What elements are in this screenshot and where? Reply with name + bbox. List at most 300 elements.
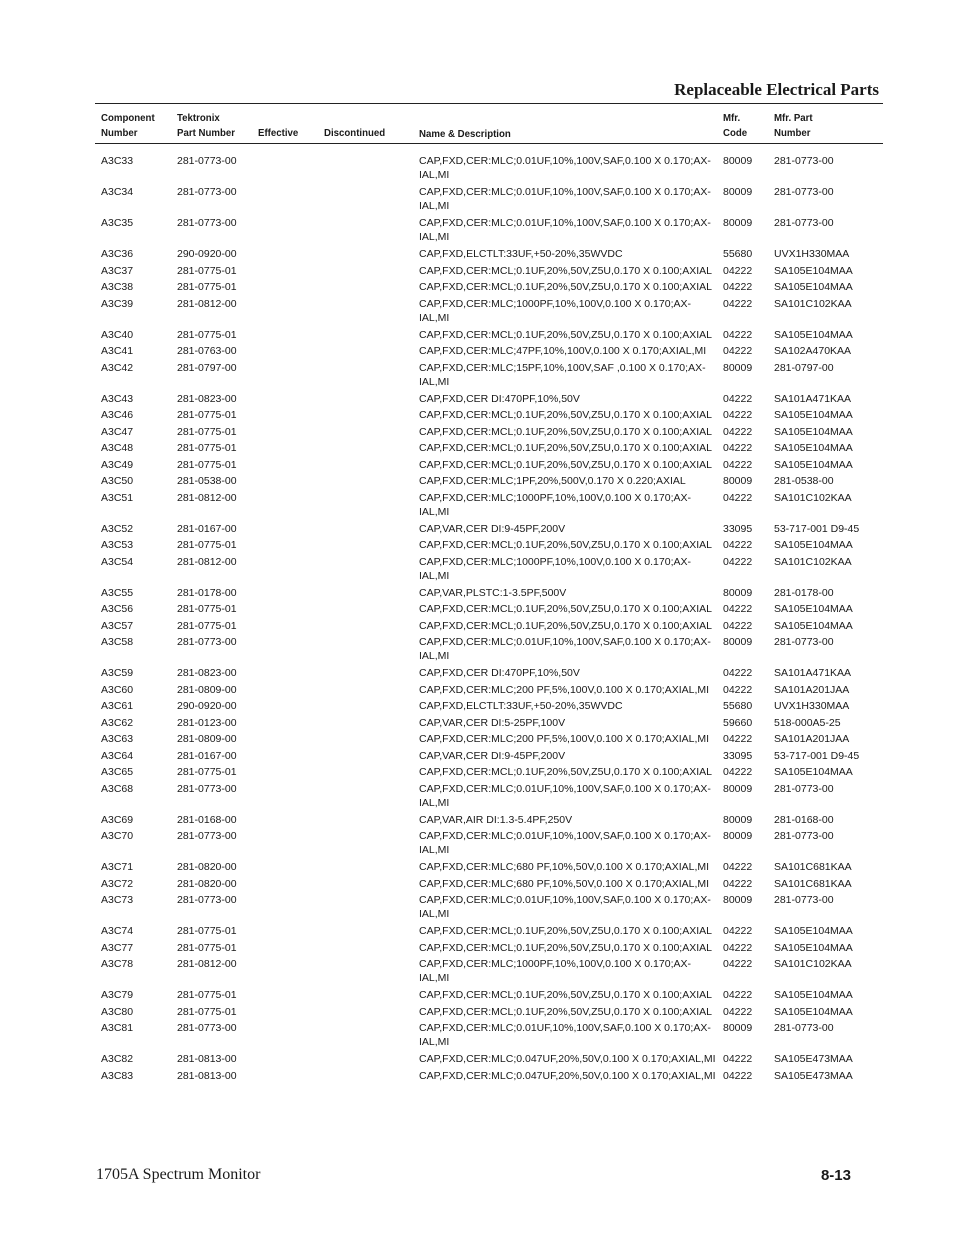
component-number-cell: A3C34 [101,186,134,198]
part-number-cell: 281-0809-00 [177,733,237,745]
component-number-cell: A3C69 [101,813,134,826]
discontinued-cell [324,408,419,425]
discontinued-cell [324,1052,419,1069]
table-row [95,813,883,830]
mfr-part-number-cell: SA105E104MAA [774,925,853,937]
table-row [95,765,883,782]
discontinued-cell [324,154,419,185]
description-cell [419,344,723,361]
discontinued-cell [324,185,419,216]
column-header-line: Mfr. Part [774,112,813,124]
discontinued-cell [324,458,419,475]
mfr-code-cell: 04222 [723,345,753,357]
mfr-code-cell: 80009 [723,186,753,198]
table-row [95,491,883,522]
part-number-cell: 281-0775-01 [177,766,237,778]
discontinued-cell [324,602,419,619]
table-row [95,941,883,958]
discontinued-cell [324,941,419,958]
component-number-cell: A3C50 [101,475,134,487]
description-line-1: CAP,FXD,CER:MLC;0.01UF,10%,100V,SAF,0.100 X 0.170;AX- [419,186,711,198]
description-cell [419,247,723,264]
description-line-1: CAP,FXD,CER:MLC;47PF,10%,100V,0.100 X 0.170;AXIAL,MI [419,345,707,357]
description-line-1: CAP,FXD,CER DI:470PF,10%,50V [419,667,580,679]
description-cell [419,458,723,475]
table-row [95,361,883,392]
mfr-part-number-cell: SA105E473MAA [774,1069,853,1082]
mfr-code-cell: 80009 [723,894,753,906]
component-number-cell: A3C74 [101,925,134,937]
description-line-1: CAP,VAR,CER DI:9-45PF,200V [419,522,566,535]
description-cell [419,765,723,782]
description-cell [419,619,723,636]
mfr-part-number-cell: 281-0773-00 [774,894,834,906]
description-cell [419,538,723,555]
effective-cell [258,732,324,749]
component-number-cell: A3C59 [101,667,134,679]
description-line-1: CAP,VAR,CER DI:5-25PF,100V [419,716,566,729]
description-line-2: IAL,MI [419,231,450,243]
effective-cell [258,474,324,491]
description-line-1: CAP,VAR,PLSTC:1-3.5PF,500V [419,586,567,599]
mfr-code-cell: 04222 [723,766,753,778]
column-header-component-number [101,111,155,141]
description-line-1: CAP,FXD,CER:MCL;0.1UF,20%,50V,Z5U,0.170 X 0.100;AXIAL [419,281,712,293]
description-cell [419,491,723,522]
table-row [95,458,883,475]
mfr-part-number-cell: SA105E104MAA [774,281,853,293]
mfr-part-number-cell: UVX1H330MAA [774,248,850,260]
table-row [95,216,883,247]
description-line-1: CAP,VAR,AIR DI:1.3-5.4PF,250V [419,813,573,826]
description-line-1: CAP,FXD,CER:MCL;0.1UF,20%,50V,Z5U,0.170 X 0.100;AXIAL [419,425,712,438]
part-number-cell: 281-0775-01 [177,409,237,421]
column-header-line: Mfr. [723,112,741,124]
part-number-cell: 281-0773-00 [177,186,237,198]
discontinued-cell [324,877,419,894]
part-number-cell: 281-0813-00 [177,1053,237,1065]
component-number-cell: A3C71 [101,861,134,873]
column-header-effective: Effective [258,127,299,139]
part-number-cell: 281-0775-01 [177,989,237,1001]
table-row [95,154,883,185]
description-cell [419,392,723,409]
mfr-code-cell: 59660 [723,716,753,729]
description-cell [419,602,723,619]
discontinued-cell [324,491,419,522]
mfr-code-cell: 04222 [723,409,753,421]
mfr-code-cell: 33095 [723,522,753,535]
description-cell [419,699,723,716]
component-number-cell: A3C40 [101,328,134,341]
effective-cell [258,666,324,683]
description-line-1: CAP,FXD,CER:MCL;0.1UF,20%,50V,Z5U,0.170 X 0.100;AXIAL [419,766,712,778]
component-number-cell: A3C35 [101,217,134,229]
mfr-code-cell: 04222 [723,458,753,471]
mfr-part-number-cell: 518-000A5-25 [774,716,841,729]
mfr-code-cell: 04222 [723,425,753,438]
effective-cell [258,1069,324,1086]
mfr-code-cell: 04222 [723,297,753,310]
description-line-1: CAP,FXD,CER:MLC;680 PF,10%,50V,0.100 X 0.170;AXIAL,MI [419,861,710,873]
discontinued-cell [324,699,419,716]
effective-cell [258,522,324,539]
mfr-part-number-cell: SA102A470KAA [774,345,852,357]
discontinued-cell [324,522,419,539]
discontinued-cell [324,216,419,247]
part-number-cell: 281-0538-00 [177,475,237,487]
description-cell [419,716,723,733]
effective-cell [258,344,324,361]
effective-cell [258,408,324,425]
description-cell [419,732,723,749]
discontinued-cell [324,297,419,328]
mfr-part-number-cell: SA105E104MAA [774,264,853,277]
component-number-cell: A3C80 [101,1005,134,1018]
component-number-cell: A3C46 [101,409,134,421]
mfr-code-cell: 04222 [723,861,753,873]
table-row [95,344,883,361]
effective-cell [258,635,324,666]
table-row [95,602,883,619]
part-number-cell: 281-0812-00 [177,555,237,568]
description-line-2: IAL,MI [419,650,450,662]
description-line-1: CAP,FXD,CER:MLC;0.047UF,20%,50V,0.100 X 0.170;AXIAL,MI [419,1069,716,1082]
mfr-code-cell: 04222 [723,989,753,1001]
description-line-1: CAP,FXD,CER:MCL;0.1UF,20%,50V,Z5U,0.170 X 0.100;AXIAL [419,458,712,471]
column-header-name-description: Name & Description [419,128,511,140]
mfr-code-cell: 04222 [723,1005,753,1018]
effective-cell [258,247,324,264]
effective-cell [258,555,324,586]
part-number-cell: 281-0820-00 [177,861,237,873]
effective-cell [258,619,324,636]
description-line-1: CAP,FXD,CER:MCL;0.1UF,20%,50V,Z5U,0.170 X 0.100;AXIAL [419,442,712,454]
part-number-cell: 281-0773-00 [177,217,237,229]
description-cell [419,408,723,425]
mfr-code-cell: 04222 [723,733,753,745]
mfr-part-number-cell: SA105E104MAA [774,766,853,778]
mfr-part-number-cell: 281-0797-00 [774,361,834,374]
part-number-cell: 281-0775-01 [177,264,237,277]
effective-cell [258,491,324,522]
mfr-part-number-cell: 281-0773-00 [774,636,834,648]
discontinued-cell [324,538,419,555]
discontinued-cell [324,813,419,830]
column-header-line: Number [774,127,811,139]
description-cell [419,441,723,458]
mfr-code-cell: 80009 [723,586,753,599]
effective-cell [258,1052,324,1069]
mfr-part-number-cell: 281-0773-00 [774,1022,834,1034]
part-number-cell: 281-0775-01 [177,619,237,632]
description-line-1: CAP,FXD,CER:MLC;0.047UF,20%,50V,0.100 X 0.170;AXIAL,MI [419,1053,716,1065]
description-cell [419,893,723,924]
description-line-1: CAP,FXD,CER:MCL;0.1UF,20%,50V,Z5U,0.170 X 0.100;AXIAL [419,264,712,277]
table-row [95,893,883,924]
discontinued-cell [324,1069,419,1086]
table-row [95,425,883,442]
description-line-1: CAP,FXD,CER:MCL;0.1UF,20%,50V,Z5U,0.170 X 0.100;AXIAL [419,989,712,1001]
part-number-cell: 281-0775-01 [177,442,237,454]
table-row [95,699,883,716]
effective-cell [258,957,324,988]
mfr-part-number-cell: 281-0773-00 [774,217,834,229]
component-number-cell: A3C63 [101,733,134,745]
mfr-code-cell: 80009 [723,361,753,374]
discontinued-cell [324,732,419,749]
description-cell [419,957,723,988]
component-number-cell: A3C48 [101,442,134,454]
component-number-cell: A3C73 [101,894,134,906]
description-line-1: CAP,FXD,CER:MLC;0.01UF,10%,100V,SAF,0.100 X 0.170;AX- [419,782,711,795]
description-line-1: CAP,FXD,CER:MCL;0.1UF,20%,50V,Z5U,0.170 X 0.100;AXIAL [419,328,712,341]
description-cell [419,635,723,666]
description-cell [419,666,723,683]
table-row [95,555,883,586]
discontinued-cell [324,586,419,603]
mfr-part-number-cell: UVX1H330MAA [774,700,850,712]
description-line-1: CAP,FXD,CER:MLC;0.01UF,10%,100V,SAF,0.100 X 0.170;AX- [419,1022,711,1034]
part-number-cell: 281-0775-01 [177,941,237,954]
discontinued-cell [324,635,419,666]
effective-cell [258,988,324,1005]
table-row [95,829,883,860]
effective-cell [258,361,324,392]
part-number-cell: 281-0773-00 [177,894,237,906]
table-row [95,474,883,491]
component-number-cell: A3C37 [101,264,134,277]
table-row [95,683,883,700]
description-cell [419,941,723,958]
effective-cell [258,813,324,830]
description-line-2: IAL,MI [419,311,450,324]
mfr-part-number-cell: 281-0168-00 [774,813,834,826]
description-cell [419,555,723,586]
description-cell [419,1069,723,1086]
component-number-cell: A3C39 [101,297,134,310]
mfr-code-cell: 04222 [723,619,753,632]
part-number-cell: 281-0773-00 [177,155,237,167]
mfr-code-cell: 04222 [723,442,753,454]
column-header-line: Number [101,127,138,139]
part-number-cell: 281-0775-01 [177,603,237,615]
effective-cell [258,749,324,766]
table-row [95,247,883,264]
table-row [95,860,883,877]
mfr-part-number-cell: SA101A471KAA [774,667,852,679]
description-cell [419,749,723,766]
part-number-cell: 281-0775-01 [177,328,237,341]
description-line-1: CAP,FXD,CER:MLC;15PF,10%,100V,SAF ,0.100 X 0.170;AX- [419,361,706,374]
description-line-1: CAP,FXD,CER:MLC;0.01UF,10%,100V,SAF,0.100 X 0.170;AX- [419,894,711,906]
component-number-cell: A3C53 [101,539,134,551]
mfr-part-number-cell: SA105E104MAA [774,1005,853,1018]
effective-cell [258,297,324,328]
part-number-cell: 281-0775-01 [177,1005,237,1018]
footer-page-number: 8-13 [820,1167,851,1184]
description-line-1: CAP,FXD,CER:MCL;0.1UF,20%,50V,Z5U,0.170 X 0.100;AXIAL [419,619,712,632]
effective-cell [258,860,324,877]
description-cell [419,860,723,877]
mfr-part-number-cell: 53-717-001 D9-45 [774,522,860,535]
table-row [95,619,883,636]
component-number-cell: A3C58 [101,636,134,648]
mfr-code-cell: 04222 [723,555,753,568]
description-line-1: CAP,FXD,CER:MLC;0.01UF,10%,100V,SAF,0.100 X 0.170;AX- [419,636,711,648]
table-row [95,408,883,425]
description-line-1: CAP,VAR,CER DI:9-45PF,200V [419,749,566,762]
component-number-cell: A3C51 [101,491,134,504]
mfr-part-number-cell: 281-0178-00 [774,586,834,599]
effective-cell [258,392,324,409]
effective-cell [258,441,324,458]
description-line-2: IAL,MI [419,200,450,212]
table-row [95,392,883,409]
effective-cell [258,683,324,700]
discontinued-cell [324,860,419,877]
effective-cell [258,765,324,782]
parts-table-body [95,154,883,1085]
mfr-code-cell: 04222 [723,1053,753,1065]
effective-cell [258,941,324,958]
column-header-mfr-code [723,111,747,141]
mfr-code-cell: 04222 [723,603,753,615]
description-line-1: CAP,FXD,CER:MLC;0.01UF,10%,100V,SAF,0.100 X 0.170;AX- [419,217,711,229]
discontinued-cell [324,749,419,766]
part-number-cell: 281-0167-00 [177,749,237,762]
column-header-mfr-part-number [774,111,813,141]
component-number-cell: A3C65 [101,766,134,778]
description-line-2: IAL,MI [419,972,450,984]
table-row [95,635,883,666]
part-number-cell: 281-0123-00 [177,716,237,729]
mfr-code-cell: 55680 [723,248,753,260]
component-number-cell: A3C64 [101,749,134,762]
mfr-code-cell: 04222 [723,392,753,405]
discontinued-cell [324,765,419,782]
mfr-part-number-cell: SA101C102KAA [774,297,852,310]
discontinued-cell [324,361,419,392]
description-cell [419,782,723,813]
mfr-code-cell: 80009 [723,813,753,826]
effective-cell [258,185,324,216]
description-cell [419,586,723,603]
table-row [95,522,883,539]
mfr-part-number-cell: SA105E104MAA [774,603,853,615]
part-number-cell: 290-0920-00 [177,700,237,712]
table-row [95,877,883,894]
part-number-cell: 281-0812-00 [177,958,237,970]
component-number-cell: A3C82 [101,1053,134,1065]
mfr-code-cell: 04222 [723,281,753,293]
part-number-cell: 281-0775-01 [177,425,237,438]
effective-cell [258,602,324,619]
component-number-cell: A3C81 [101,1022,134,1034]
section-title: Replaceable Electrical Parts [674,80,879,99]
description-line-1: CAP,FXD,CER:MCL;0.1UF,20%,50V,Z5U,0.170 X 0.100;AXIAL [419,539,712,551]
part-number-cell: 281-0820-00 [177,877,237,890]
component-number-cell: A3C77 [101,941,134,954]
mfr-part-number-cell: SA101C102KAA [774,958,852,970]
mfr-part-number-cell: 53-717-001 D9-45 [774,749,860,762]
part-number-cell: 281-0775-01 [177,925,237,937]
effective-cell [258,893,324,924]
column-header-line: Tektronix [177,112,220,124]
discontinued-cell [324,1021,419,1052]
discontinued-cell [324,474,419,491]
table-row [95,988,883,1005]
description-cell [419,988,723,1005]
component-number-cell: A3C68 [101,782,134,795]
effective-cell [258,538,324,555]
mfr-part-number-cell: SA105E473MAA [774,1053,853,1065]
part-number-cell: 281-0773-00 [177,782,237,795]
part-number-cell: 281-0823-00 [177,667,237,679]
table-row [95,441,883,458]
table-row [95,716,883,733]
component-number-cell: A3C43 [101,392,134,405]
discontinued-cell [324,392,419,409]
table-row [95,924,883,941]
discontinued-cell [324,924,419,941]
mfr-part-number-cell: SA105E104MAA [774,425,853,438]
description-line-1: CAP,FXD,CER:MCL;0.1UF,20%,50V,Z5U,0.170 X 0.100;AXIAL [419,603,712,615]
effective-cell [258,154,324,185]
description-cell [419,216,723,247]
table-row [95,1021,883,1052]
part-number-cell: 281-0812-00 [177,297,237,310]
part-number-cell: 281-0797-00 [177,361,237,374]
discontinued-cell [324,957,419,988]
mfr-part-number-cell: SA101C681KAA [774,861,852,873]
description-cell [419,522,723,539]
description-line-2: IAL,MI [419,569,450,582]
discontinued-cell [324,829,419,860]
mfr-code-cell: 33095 [723,749,753,762]
table-row [95,264,883,281]
effective-cell [258,924,324,941]
component-number-cell: A3C33 [101,155,134,167]
description-cell [419,185,723,216]
description-line-1: CAP,FXD,CER:MLC;680 PF,10%,50V,0.100 X 0.170;AXIAL,MI [419,877,710,890]
table-row [95,328,883,345]
description-line-2: IAL,MI [419,1036,450,1048]
effective-cell [258,328,324,345]
mfr-code-cell: 04222 [723,1069,753,1082]
mfr-code-cell: 55680 [723,700,753,712]
part-number-cell: 290-0920-00 [177,248,237,260]
part-number-cell: 281-0823-00 [177,392,237,405]
mfr-part-number-cell: SA105E104MAA [774,458,853,471]
effective-cell [258,829,324,860]
effective-cell [258,1021,324,1052]
mfr-part-number-cell: SA105E104MAA [774,409,853,421]
component-number-cell: A3C42 [101,361,134,374]
component-number-cell: A3C60 [101,683,134,696]
effective-cell [258,782,324,813]
description-cell [419,328,723,345]
mfr-code-cell: 04222 [723,491,753,504]
description-line-1: CAP,FXD,CER:MLC;1PF,20%,500V,0.170 X 0.220;AXIAL [419,475,686,487]
footer-product-name: 1705A Spectrum Monitor [96,1166,261,1183]
description-line-1: CAP,FXD,ELCTLT:33UF,+50-20%,35WVDC [419,700,623,712]
component-number-cell: A3C83 [101,1069,134,1082]
component-number-cell: A3C54 [101,555,134,568]
description-cell [419,280,723,297]
part-number-cell: 281-0773-00 [177,830,237,842]
component-number-cell: A3C62 [101,716,134,729]
